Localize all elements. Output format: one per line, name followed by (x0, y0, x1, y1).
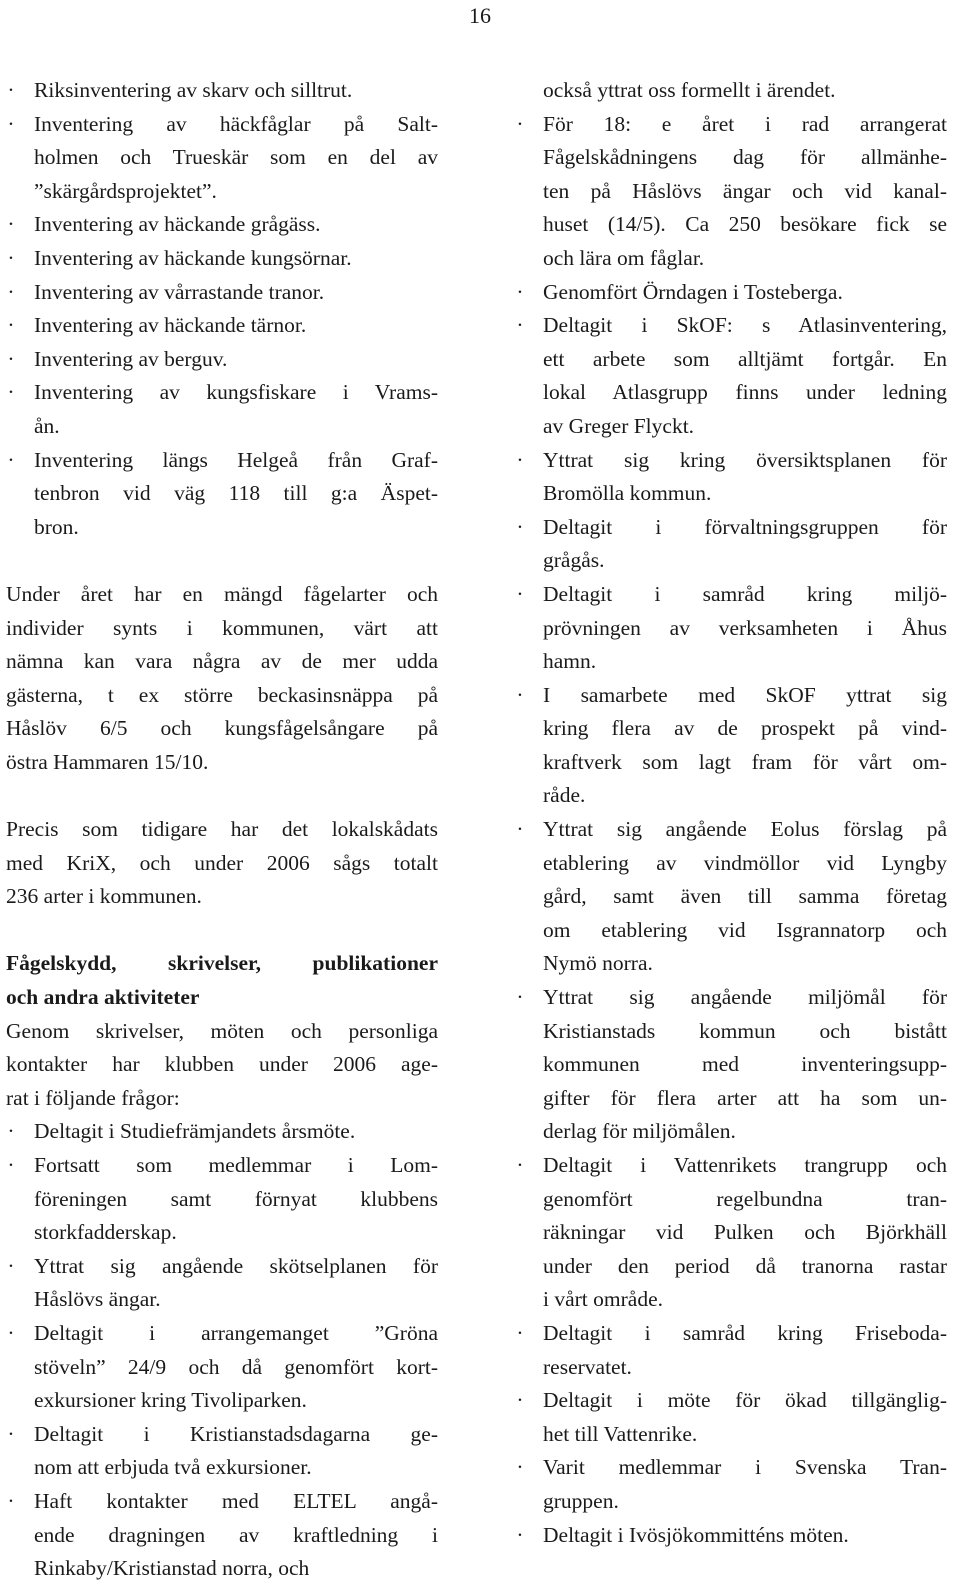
list-item (515, 813, 947, 981)
bullet-icon: · (516, 1320, 524, 1345)
list-item (6, 444, 438, 545)
bullet-icon: · (7, 78, 15, 102)
list-item (6, 1250, 438, 1317)
bullet-icon: · (516, 985, 524, 1010)
text-line: räkningar vid Pulken och Björkhäll (543, 1220, 947, 1245)
list-item (6, 1115, 438, 1149)
text-line: också yttrat oss formellt i ärendet. (543, 78, 836, 102)
text-line: råde. (543, 783, 586, 808)
text-line: Deltagit i förvaltningsgruppen för (543, 514, 947, 539)
text-line: Bromölla kommun. (543, 481, 712, 506)
text-line: Inventering av berguv. (34, 346, 228, 371)
list-item (515, 1317, 947, 1384)
text-line: Inventering av vårrastande tranor. (34, 279, 325, 304)
list-item (6, 343, 438, 377)
text-line: genomfört regelbundna tran- (543, 1186, 947, 1211)
text-line: Inventering av häckande tärnor. (34, 313, 307, 338)
text-line: Yttrat sig angående Eolus förslag på (543, 817, 947, 842)
bullet-icon: · (516, 514, 524, 539)
text-line: För 18: e året i rad arrangerat (543, 111, 947, 136)
text-line: ett arbete som alltjämt fortgår. En (543, 346, 947, 371)
left-column (6, 74, 438, 1586)
text-line: under den period då tranorna rastar (543, 1253, 947, 1278)
text-line: ån. (34, 413, 60, 438)
text-line: Riksinventering av skarv och silltrut. (34, 78, 353, 102)
text-line: hamn. (543, 649, 597, 674)
list-item (6, 108, 438, 209)
bullet-icon: · (7, 1253, 15, 1278)
text-line: Fortsatt som medlemmar i Lom- (34, 1153, 438, 1177)
bullet-icon: · (7, 111, 15, 136)
list-item (6, 309, 438, 343)
text-line: Haft kontakter med ELTEL angå- (34, 1488, 438, 1513)
text-line: het till Vattenrike. (543, 1421, 698, 1446)
list-item (515, 309, 947, 443)
text-line: Håslöv 6/5 och kungsfågelsångare på (6, 716, 438, 741)
text-line: och lära om fåglar. (543, 245, 705, 270)
bullet-icon: · (516, 111, 524, 136)
text-line: om etablering vid Isgrannatorp och (543, 917, 947, 942)
bullet-icon: · (7, 1320, 15, 1345)
text-line: exkursioner kring Tivoliparken. (34, 1388, 307, 1413)
text-line: Deltagit i Vattenrikets trangrupp och (543, 1153, 947, 1177)
bullet-icon: · (7, 212, 15, 237)
text-line: huset (14/5). Ca 250 besökare fick se (543, 212, 947, 237)
text-line: kring flera av de prospekt på vind- (543, 716, 947, 741)
list-item (515, 511, 947, 578)
section-heading (6, 947, 438, 1014)
activities-list (6, 1115, 438, 1585)
text-line: kommunen med inventeringsupp- (543, 1052, 947, 1077)
text-line: holmen och Trueskär som en del av (34, 145, 438, 170)
text-line: grågås. (543, 548, 605, 573)
text-line: rat i följande frågor: (6, 1085, 180, 1110)
right-column (515, 74, 947, 1552)
text-line: gifter för flera arter att ha som un- (543, 1085, 947, 1110)
list-item (515, 981, 947, 1149)
text-line: prövningen av verksamheten i Åhus (543, 615, 947, 640)
text-line: Inventering av häckande kungsörnar. (34, 245, 352, 270)
text-line: storkfadderskap. (34, 1220, 177, 1245)
bullet-icon: · (7, 279, 15, 304)
text-line: reservatet. (543, 1354, 632, 1379)
text-line: med KriX, och under 2006 sågs totalt (6, 850, 438, 875)
text-line: Deltagit i Studiefrämjandets årsmöte. (34, 1119, 356, 1144)
bullet-icon: · (516, 682, 524, 707)
list-item (6, 208, 438, 242)
list-item (6, 276, 438, 310)
text-line: ende dragningen av kraftledning i (34, 1522, 438, 1547)
text-line: etablering av vindmöllor vid Lyngby (543, 850, 947, 875)
text-line: nämna kan vara några av de mer udda (6, 649, 438, 674)
text-line: Varit medlemmar i Svenska Tran- (543, 1455, 947, 1480)
text-line: av Greger Flyckt. (543, 413, 695, 438)
bullet-icon: · (7, 313, 15, 338)
list-item (515, 276, 947, 310)
text-line: kraftverk som lagt fram för vårt om- (543, 749, 947, 774)
text-line: Fågelskådningens dag för allmänhe- (543, 145, 947, 170)
bullet-icon: · (516, 817, 524, 842)
bullet-icon: · (516, 279, 524, 304)
bullet-icon: · (516, 1522, 524, 1547)
text-line: individer synts i kommunen, värt att (6, 615, 438, 640)
bullet-icon: · (7, 380, 15, 405)
observations-paragraph (6, 578, 438, 780)
bullet-icon: · (516, 1455, 524, 1480)
text-line: ten på Håslövs ängar och vid kanal- (543, 178, 947, 203)
text-line: tenbron vid väg 118 till g:a Äspet- (34, 481, 438, 506)
text-line: bron. (34, 514, 79, 539)
text-line: derlag för miljömålen. (543, 1119, 736, 1144)
bullet-icon: · (7, 1421, 15, 1446)
list-item (6, 1485, 438, 1586)
text-line: Genomfört Örndagen i Tosteberga. (543, 279, 843, 304)
bullet-icon: · (7, 1153, 15, 1177)
bullet-icon: · (7, 1119, 15, 1144)
text-line: I samarbete med SkOF yttrat sig (543, 682, 947, 707)
text-line: gästerna, t ex större beckasinsnäppa på (6, 682, 438, 707)
text-line: lokal Atlasgrupp finns under ledning (543, 380, 947, 405)
list-item (515, 1519, 947, 1553)
list-item (515, 1384, 947, 1451)
bullet-icon: · (516, 1388, 524, 1413)
bullet-icon: · (7, 245, 15, 270)
text-line: Inventering längs Helgeå från Graf- (34, 447, 438, 472)
list-item (6, 1317, 438, 1418)
bullet-icon: · (516, 581, 524, 606)
species-count-paragraph (6, 813, 438, 914)
bullet-icon: · (7, 1488, 15, 1513)
activities-list-continued (515, 108, 947, 1553)
text-line: och andra aktiviteter (6, 985, 200, 1010)
list-item (515, 578, 947, 679)
bullet-icon: · (516, 313, 524, 338)
bullet-icon: · (7, 346, 15, 371)
text-line: östra Hammaren 15/10. (6, 749, 209, 774)
list-item (6, 242, 438, 276)
text-line: ”skärgårdsprojektet”. (34, 178, 217, 203)
list-item (515, 1149, 947, 1317)
section-intro (6, 1015, 438, 1116)
list-item (515, 679, 947, 813)
text-line: Nymö norra. (543, 951, 653, 976)
text-line: Yttrat sig angående miljömål för (543, 985, 947, 1010)
page-number: 16 (469, 3, 491, 28)
list-item (6, 1418, 438, 1485)
text-line: Deltagit i Ivösjökommitténs möten. (543, 1522, 849, 1547)
bullet-icon: · (516, 1153, 524, 1177)
text-line: Deltagit i möte för ökad tillgänglig- (543, 1388, 947, 1413)
text-line: gruppen. (543, 1488, 619, 1513)
text-line: Yttrat sig kring översiktsplanen för (543, 447, 947, 472)
text-line: Håslövs ängar. (34, 1287, 161, 1312)
inventory-list (6, 74, 438, 544)
text-line: 236 arter i kommunen. (6, 884, 202, 909)
text-line: Precis som tidigare har det lokalskådats (6, 817, 438, 842)
list-item (6, 1149, 438, 1250)
text-line: stöveln” 24/9 och då genomfört kort- (34, 1354, 438, 1379)
text-line: föreningen samt förnyat klubbens (34, 1186, 438, 1211)
text-line: Fågelskydd, skrivelser, publikationer (6, 951, 438, 976)
text-line: Deltagit i SkOF: s Atlasinventering, (543, 313, 947, 338)
text-line: Inventering av häckande grågäss. (34, 212, 321, 237)
list-item (515, 1451, 947, 1518)
bullet-icon: · (7, 447, 15, 472)
text-line: Inventering av häckfåglar på Salt- (34, 111, 438, 136)
text-line: gård, samt även till samma företag (543, 884, 947, 909)
list-item (6, 376, 438, 443)
continuation-line (515, 74, 947, 108)
list-item (6, 74, 438, 108)
list-item (515, 108, 947, 276)
text-line: Genom skrivelser, möten och personliga (6, 1018, 438, 1043)
text-line: i vårt område. (543, 1287, 663, 1312)
text-line: Deltagit i samråd kring Friseboda- (543, 1320, 947, 1345)
text-line: Rinkaby/Kristianstad norra, och (34, 1556, 310, 1581)
text-line: Under året har en mängd fågelarter och (6, 581, 438, 606)
bullet-icon: · (516, 447, 524, 472)
text-line: Yttrat sig angående skötselplanen för (34, 1253, 438, 1278)
text-line: Inventering av kungsfiskare i Vrams- (34, 380, 438, 405)
text-line: nom att erbjuda två exkursioner. (34, 1455, 312, 1480)
text-line: Kristianstads kommun och bistått (543, 1018, 947, 1043)
list-item (515, 444, 947, 511)
text-line: Deltagit i samråd kring miljö- (543, 581, 947, 606)
text-line: kontakter har klubben under 2006 age- (6, 1052, 438, 1077)
text-line: Deltagit i arrangemanget ”Gröna (34, 1320, 438, 1345)
text-line: Deltagit i Kristianstadsdagarna ge- (34, 1421, 438, 1446)
